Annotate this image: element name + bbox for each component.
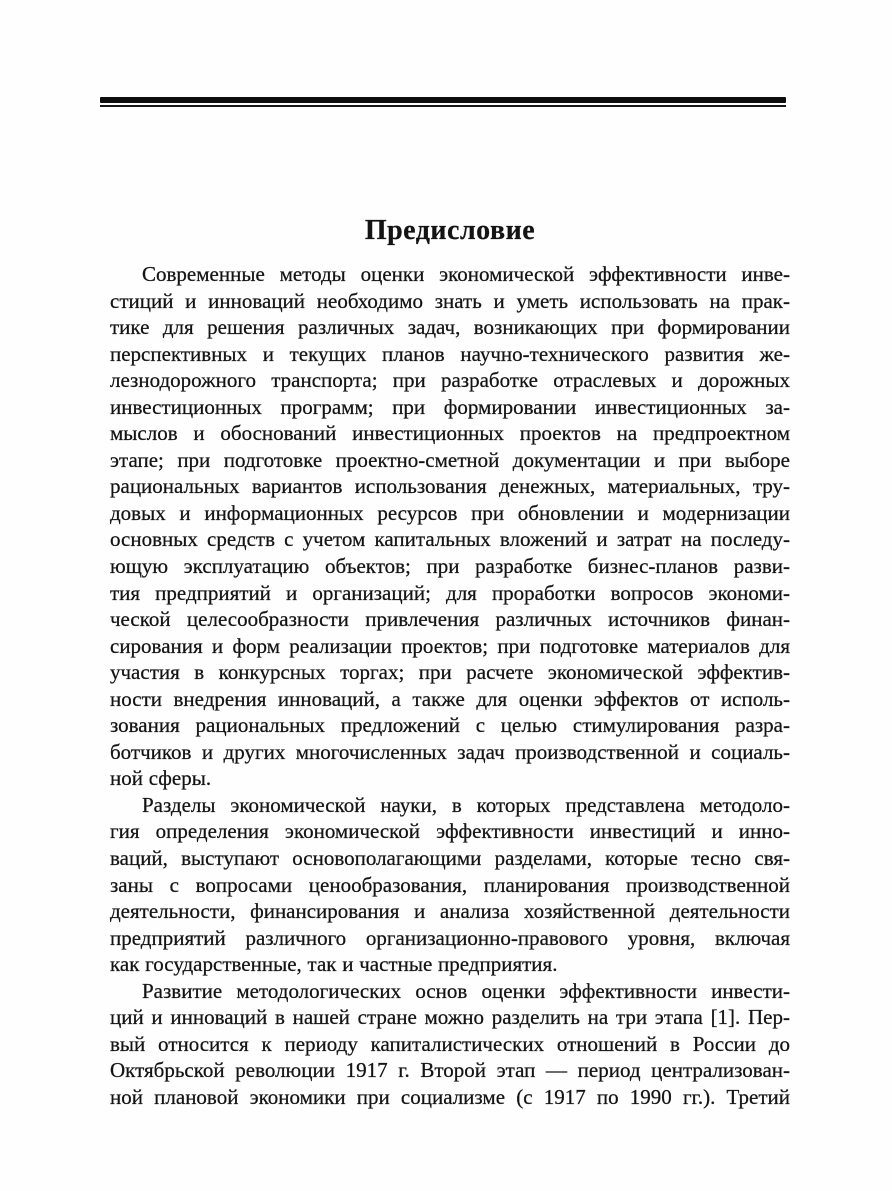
text-line: предприятий различного организационно-правового уровня, включая <box>110 925 790 950</box>
text-line: ной плановой экономики при социализме (с 1917 по 1990 гг.). Третий <box>110 1084 790 1109</box>
text-line: заны с вопросами ценообразования, планирования производственной <box>110 872 790 897</box>
header-rule <box>100 97 786 107</box>
text-line: тике для решения различных задач, возникающих при формировании <box>110 315 790 340</box>
text-line: довых и информационных ресурсов при обновлении и модернизации <box>110 500 790 525</box>
text-line: Развитие методологических основ оценки эффективности инвести- <box>142 978 790 1003</box>
page-title: Предисловие <box>364 215 536 246</box>
text-line: ций и инноваций в нашей стране можно разделить на три этапа [1]. Пер- <box>110 1005 790 1030</box>
text-line: тия предприятий и организаций; для проработки вопросов экономи- <box>110 580 790 605</box>
text-line: зования рациональных предложений с целью стимулирования разра- <box>110 713 790 738</box>
text-line: деятельности, финансирования и анализа хозяйственной деятельности <box>110 899 790 924</box>
text-line: ваций, выступают основополагающими разделами, которые тесно свя- <box>110 846 790 871</box>
page-body <box>110 261 790 1111</box>
text-line: сирования и форм реализации проектов; при подготовке материалов для <box>110 633 790 658</box>
paragraph <box>110 792 790 978</box>
text-line: ности внедрения инноваций, а также для оценки эффектов от исполь- <box>110 686 790 711</box>
text-line: Современные методы оценки экономической эффективности инве- <box>142 262 790 286</box>
paragraph <box>110 261 790 792</box>
text-line: участия в конкурсных торгах; при расчете экономической эффектив- <box>110 660 790 685</box>
text-line: ботчиков и других многочисленных задач производственной и социаль- <box>110 739 790 764</box>
header-rule-thin <box>100 105 786 107</box>
text-line: инвестиционных программ; при формировании инвестиционных за- <box>110 394 790 419</box>
text-line: этапе; при подготовке проектно-сметной документации и при выборе <box>110 447 790 472</box>
text-line: перспективных и текущих планов научно-технического развития же- <box>110 341 790 366</box>
header-rule-thick <box>100 97 786 103</box>
text-line: гия определения экономической эффективности инвестиций и инно- <box>110 819 790 844</box>
text-line: Разделы экономической науки, в которых представлена методоло- <box>142 792 790 817</box>
text-line: как государственные, так и частные предприятия. <box>110 952 558 977</box>
text-line: основных средств с учетом капитальных вложений и затрат на последу- <box>110 527 790 552</box>
text-line: ческой целесообразности привлечения различных источников финан- <box>110 607 790 632</box>
text-line: Октябрьской революции 1917 г. Второй этап — период централизован- <box>110 1058 790 1083</box>
text-line: мыслов и обоснований инвестиционных проектов на предпроектном <box>110 421 790 446</box>
text-line: ющую эксплуатацию объектов; при разработке бизнес-планов разви- <box>110 554 790 579</box>
text-line: лезнодорожного транспорта; при разработке отраслевых и дорожных <box>110 368 790 393</box>
text-line: вый относится к периоду капиталистических отношений в России до <box>110 1031 790 1056</box>
text-line: стиций и инноваций необходимо знать и уметь использовать на прак- <box>110 288 790 313</box>
text-line: рациональных вариантов использования денежных, материальных, тру- <box>110 474 790 499</box>
text-line: ной сферы. <box>110 766 212 791</box>
paragraph <box>110 978 790 1111</box>
